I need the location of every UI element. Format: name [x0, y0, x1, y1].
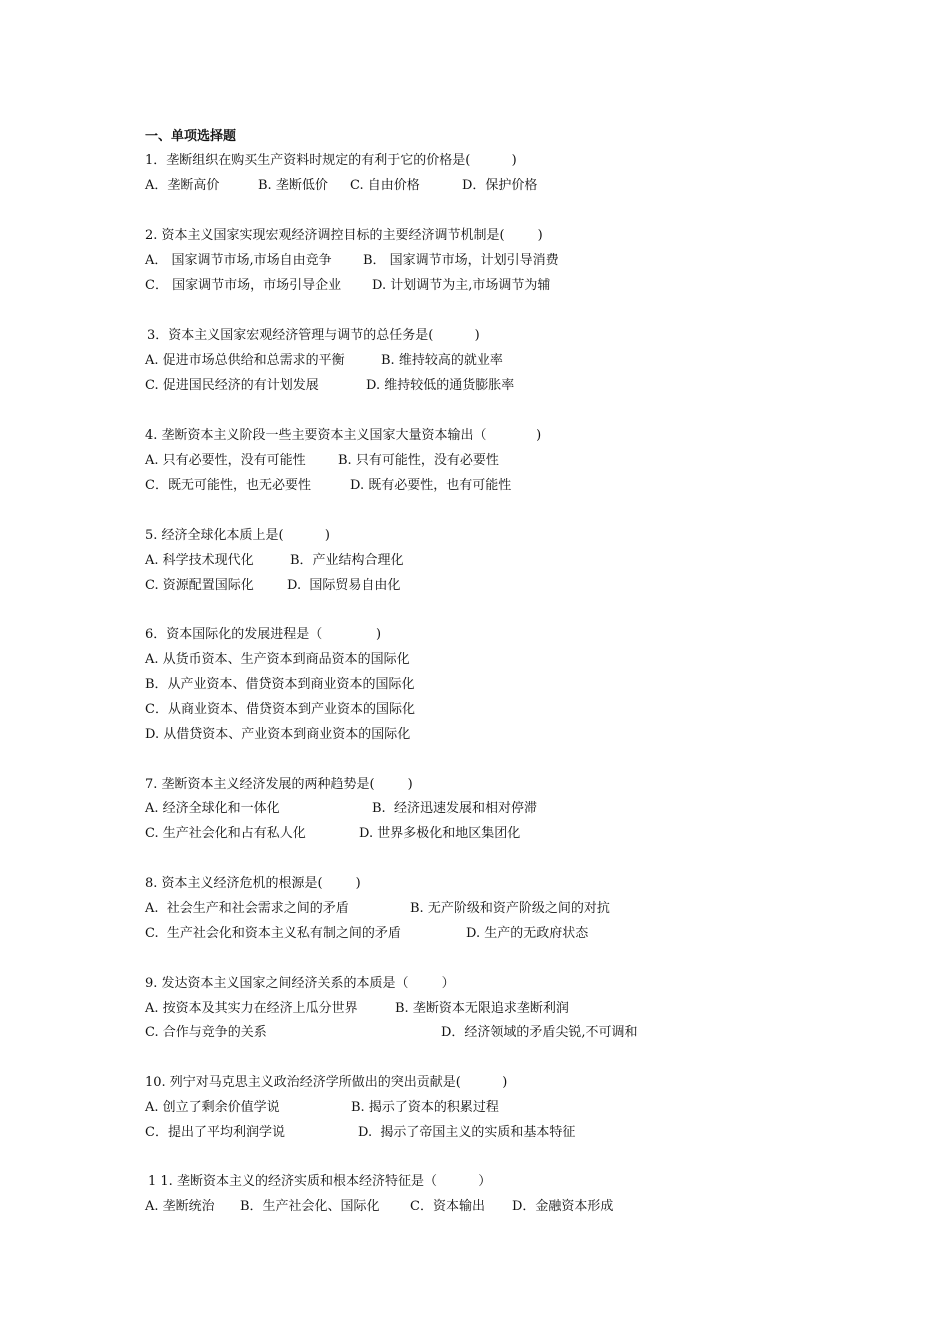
option-b: B．产业结构合理化: [290, 553, 404, 568]
option-b: B. 垄断资本无限追求垄断利润: [395, 1001, 569, 1016]
option-b: B．生产社会化、国际化: [240, 1199, 380, 1214]
option-d: D. 既有必要性，也有可能性: [350, 478, 512, 493]
option-a: A. 只有必要性，没有可能性: [145, 453, 306, 468]
option-c: C．既无可能性，也无必要性: [145, 478, 311, 493]
option-c: C. 自由价格: [350, 178, 420, 193]
option-c: C. 资源配置国际化: [145, 578, 254, 593]
option-a: A. 经济全球化和一体化: [145, 801, 280, 816]
option-d: D. 从借贷资本、产业资本到商业资本的国际化: [145, 727, 411, 742]
option-d: D．金融资本形成: [512, 1199, 614, 1214]
option-b: B. 维持较高的就业率: [381, 353, 503, 368]
question-stem: 9. 发达资本主义国家之间经济关系的本质是（ ）: [145, 976, 455, 991]
option-b: B. 揭示了资本的积累过程: [351, 1100, 499, 1115]
option-b: B. 经济迅速发展和相对停滞: [372, 801, 537, 816]
option-c: C．从商业资本、借贷资本到产业资本的国际化: [145, 702, 415, 717]
option-a: A. 促进市场总供给和总需求的平衡: [145, 353, 345, 368]
option-a: A. 按资本及其实力在经济上瓜分世界: [145, 1001, 358, 1016]
option-d: D. 世界多极化和地区集团化: [359, 826, 521, 841]
option-b: B． 国家调节市场，计划引导消费: [363, 253, 559, 268]
option-b: B. 垄断低价: [258, 178, 328, 193]
option-a: A. 垄断统治: [145, 1199, 215, 1214]
option-d: D. 生产的无政府状态: [466, 926, 589, 941]
option-c: C. 合作与竞争的关系: [145, 1025, 267, 1040]
option-d: D. 维持较低的通货膨胀率: [366, 378, 515, 393]
question-stem: 3．资本主义国家宏观经济管理与调节的总任务是( ): [147, 328, 480, 343]
option-a: A． 国家调节市场,市场自由竞争: [145, 253, 332, 268]
question-stem: 4. 垄断资本主义阶段一些主要资本主义国家大量资本输出（ ): [145, 428, 542, 443]
option-d: D. 揭示了帝国主义的实质和基本特征: [358, 1125, 576, 1140]
question-stem: 6．资本国际化的发展进程是（ ): [145, 627, 382, 642]
option-d: D. 计划调节为主,市场调节为辅: [372, 278, 551, 293]
option-c: C. 促进国民经济的有计划发展: [145, 378, 319, 393]
option-d: D．保护价格: [462, 178, 538, 193]
option-b: B. 无产阶级和资产阶级之间的对抗: [410, 901, 610, 916]
option-d: D. 国际贸易自由化: [287, 578, 401, 593]
question-stem: 1 1. 垄断资本主义的经济实质和根本经济特征是（ ）: [148, 1174, 492, 1189]
section-title: 一、单项选择题: [145, 129, 237, 144]
option-a: A. 创立了剩余价值学说: [145, 1100, 280, 1115]
option-a: A. 科学技术现代化: [145, 553, 254, 568]
option-a: A. 从货币资本、生产资本到商品资本的国际化: [145, 652, 410, 667]
option-c: C. 生产社会化和占有私人化: [145, 826, 306, 841]
option-a: A．垄断高价: [145, 178, 220, 193]
question-stem: 2. 资本主义国家实现宏观经济调控目标的主要经济调节机制是( ): [145, 228, 543, 243]
option-c: C．资本输出: [410, 1199, 485, 1214]
question-stem: 8. 资本主义经济危机的根源是( ): [145, 876, 361, 891]
question-stem: 7. 垄断资本主义经济发展的两种趋势是( ): [145, 777, 413, 792]
option-b: B．从产业资本、借贷资本到商业资本的国际化: [145, 677, 415, 692]
option-b: B. 只有可能性，没有必要性: [338, 453, 499, 468]
option-c: C. 生产社会化和资本主义私有制之间的矛盾: [145, 926, 401, 941]
option-c: C．提出了平均利润学说: [145, 1125, 285, 1140]
question-stem: 5. 经济全球化本质上是( ): [145, 528, 331, 543]
option-a: A. 社会生产和社会需求之间的矛盾: [145, 901, 349, 916]
question-stem: 10. 列宁对马克思主义政治经济学所做出的突出贡献是( ): [145, 1075, 508, 1090]
option-d: D．经济领域的矛盾尖锐,不可调和: [441, 1025, 638, 1040]
option-c: C． 国家调节市场，市场引导企业: [145, 278, 342, 293]
question-stem: 1．垄断组织在购买生产资料时规定的有利于它的价格是( ): [145, 153, 517, 168]
